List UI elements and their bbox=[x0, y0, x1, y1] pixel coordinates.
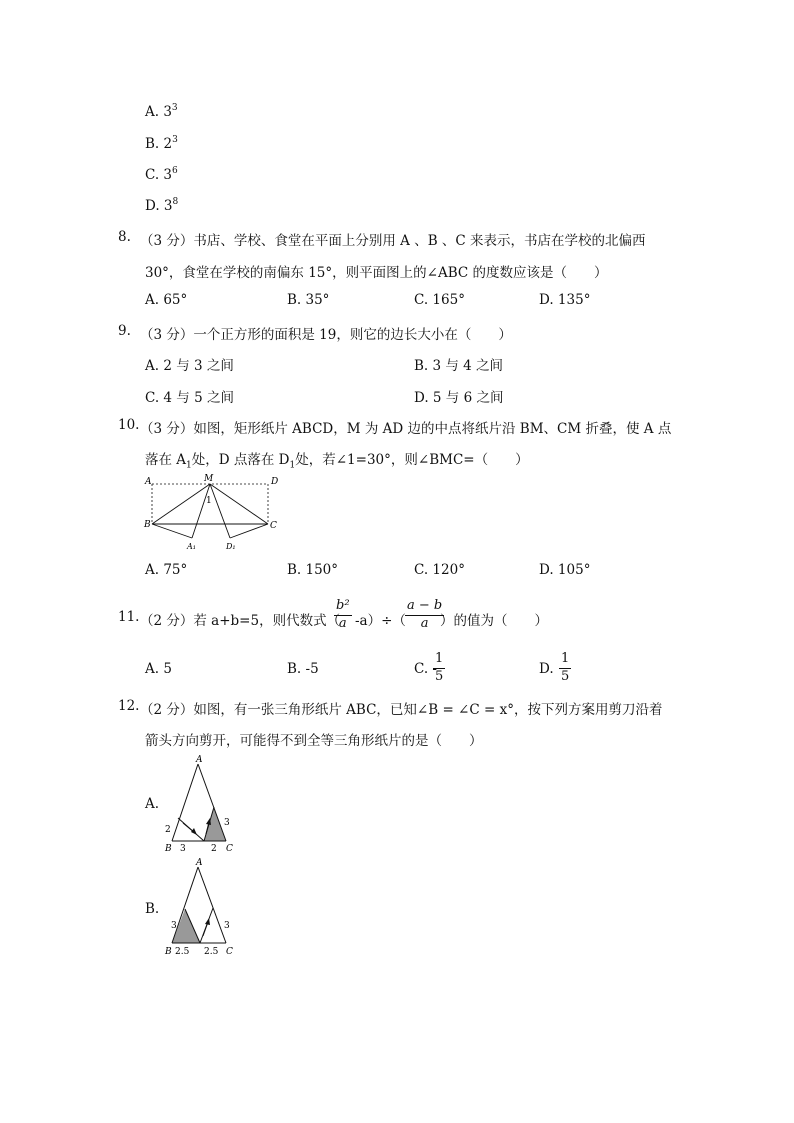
q7-option-b: B. $2^3$ bbox=[145, 135, 178, 152]
q11-option-c: C. - bbox=[414, 661, 437, 677]
q12-option-a-label: A. bbox=[145, 796, 160, 812]
fig10-label-b: B bbox=[144, 520, 151, 530]
fig12b-label-b: B bbox=[165, 947, 172, 957]
q9-stem: （3 分）一个正方形的面积是 19，则它的边长大小在（ ） bbox=[140, 327, 512, 343]
q11-number: 11. bbox=[118, 609, 140, 625]
q10-option-b: B. 150° bbox=[287, 562, 339, 578]
q9-number: 9. bbox=[118, 323, 131, 339]
q11-stem-middle: -a）÷（ bbox=[355, 613, 406, 629]
fig12b-label-b2: 2.5 bbox=[204, 947, 219, 957]
fig12a-label-left: 2 bbox=[165, 825, 171, 835]
q11-fraction-a-minus-b-over-a: $\frac{a - b}{a}$ bbox=[407, 598, 443, 631]
q7-option-a: A. $3^3$ bbox=[145, 103, 178, 120]
q8-stem-line1: （3 分）书店、学校、食堂在平面上分别用 A 、B 、C 来表示，书店在学校的北偏西 bbox=[140, 233, 646, 249]
fig10-label-a1: A₁ bbox=[187, 542, 196, 551]
q10-option-d: D. 105° bbox=[539, 562, 591, 578]
fig12b-label-a: A bbox=[196, 858, 203, 868]
fig12a-label-c: C bbox=[226, 844, 233, 854]
q10-option-c: C. 120° bbox=[414, 562, 465, 578]
q10-figure-folded-rectangle bbox=[140, 472, 285, 557]
q11-option-d-fraction: $\frac{1}{5}$ bbox=[561, 651, 570, 684]
fig10-label-d: D bbox=[271, 477, 279, 487]
fig12b-label-c: C bbox=[226, 947, 233, 957]
q12-option-b-label: B. bbox=[145, 901, 160, 917]
q11-option-d: D. bbox=[539, 661, 554, 677]
q8-number: 8. bbox=[118, 229, 131, 245]
fig12b-label-left: 3 bbox=[171, 921, 177, 931]
q9-option-c: C. 4 与 5 之间 bbox=[145, 390, 234, 406]
q8-option-d: D. 135° bbox=[539, 292, 591, 308]
q11-option-a: A. 5 bbox=[145, 661, 172, 677]
fig10-label-angle1: 1 bbox=[206, 496, 212, 506]
fig12a-label-right: 3 bbox=[224, 818, 230, 828]
q12-option-a-figure bbox=[160, 752, 245, 856]
q11-stem-suffix: ）的值为（ ） bbox=[440, 613, 548, 629]
fig10-label-c: C bbox=[270, 521, 277, 531]
q12-number: 12. bbox=[118, 698, 140, 714]
fig12a-label-a: A bbox=[196, 755, 203, 765]
fig10-label-m: M bbox=[204, 474, 214, 484]
q7-option-c: C. $3^6$ bbox=[145, 166, 178, 183]
q8-stem-line2: 30°，食堂在学校的南偏东 15°，则平面图上的∠ABC 的度数应该是（ ） bbox=[145, 265, 608, 281]
q12-option-b-figure bbox=[160, 856, 245, 960]
q11-stem-prefix: （2 分）若 a+b=5，则代数式（ bbox=[140, 613, 341, 629]
q10-number: 10. bbox=[118, 417, 140, 433]
q12-stem-line2: 箭头方向剪开，可能得不到全等三角形纸片的是（ ） bbox=[145, 733, 483, 749]
q7-option-d: D. $3^8$ bbox=[145, 197, 179, 214]
fig12b-label-b1: 2.5 bbox=[175, 947, 190, 957]
fig10-label-a: A bbox=[145, 477, 152, 487]
fig12b-label-right: 3 bbox=[224, 921, 230, 931]
q9-option-b: B. 3 与 4 之间 bbox=[414, 358, 504, 374]
q8-option-c: C. 165° bbox=[414, 292, 465, 308]
q12-stem-line1: （2 分）如图，有一张三角形纸片 ABC，已知∠B = ∠C = x°，按下列方案用剪刀沿着 bbox=[140, 702, 663, 718]
q10-stem-line2: 落在 $A_1$处，D 点落在 $D_1$处，若∠1=30°，则∠BMC=（ ） bbox=[145, 452, 529, 471]
q10-stem-line1: （3 分）如图，矩形纸片 ABCD，M 为 AD 边的中点将纸片沿 BM、CM 折叠，使 A 点 bbox=[140, 421, 672, 437]
q8-option-b: B. 35° bbox=[287, 292, 330, 308]
fig12a-label-b1: 3 bbox=[180, 844, 186, 854]
q11-option-c-fraction: $\frac{1}{5}$ bbox=[435, 651, 444, 684]
fig10-label-d1: D₁ bbox=[226, 542, 236, 551]
q9-option-a: A. 2 与 3 之间 bbox=[145, 358, 234, 374]
fig12a-label-b: B bbox=[165, 844, 172, 854]
fig12a-label-b2: 2 bbox=[211, 844, 217, 854]
q11-option-b: B. -5 bbox=[287, 661, 319, 677]
q10-option-a: A. 75° bbox=[145, 562, 188, 578]
q8-option-a: A. 65° bbox=[145, 292, 188, 308]
q11-fraction-b2-over-a: $\frac{\text{b²}}{a}$ bbox=[336, 598, 350, 631]
q9-option-d: D. 5 与 6 之间 bbox=[414, 390, 504, 406]
